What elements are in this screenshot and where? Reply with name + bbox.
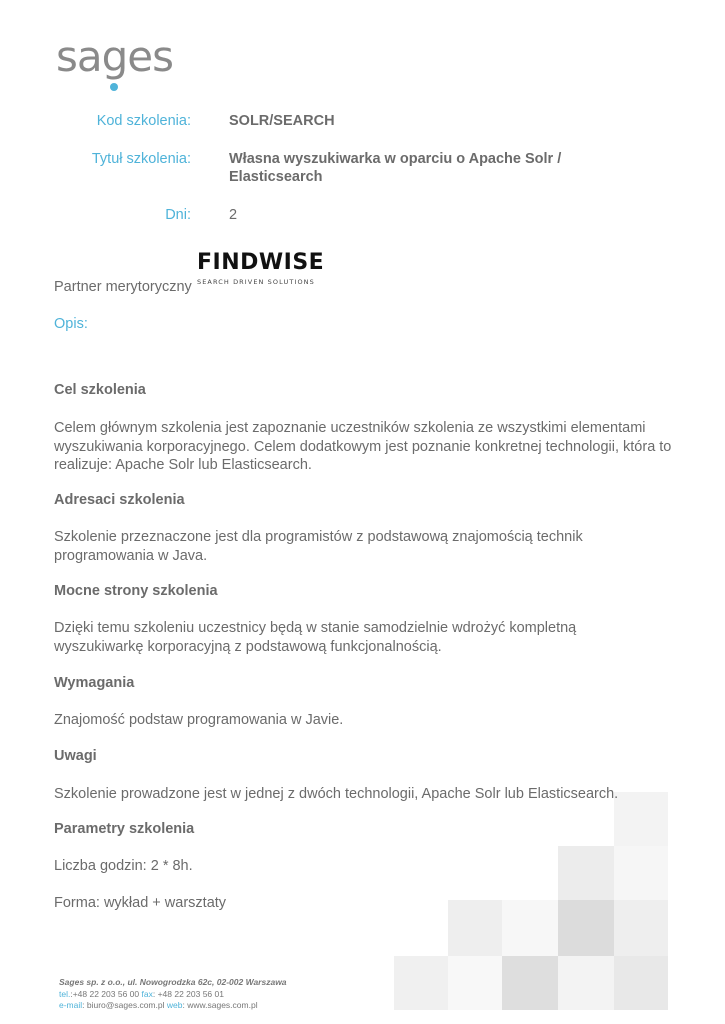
footer-fax-value: : +48 22 203 56 01 [152, 988, 224, 999]
logo-text-b: g [102, 32, 128, 81]
decor-square [558, 956, 614, 1010]
findwise-logo-name: FINDWISE [197, 250, 325, 275]
footer-contact-line [59, 989, 287, 1001]
notes-text: Szkolenie prowadzone jest w jednej z dwóch technologii, Apache Solr lub Elasticsearch. [54, 786, 619, 802]
goal-text: Celem głównym szkolenia jest zapoznanie uczestników szkolenia ze wszystkimi elementami wyszukiwania korporacyjnego. Celem dodatkowym jest poznanie konkretnej technologii, która to realizuje: Apache Solr lub Elasticsearch. [54, 420, 672, 473]
decor-square [394, 956, 448, 1010]
decor-square [448, 956, 502, 1010]
title-value-line1: Własna wyszukiwarka w oparciu o Apache Solr / [229, 151, 562, 167]
params-form: Forma: wykład + warsztaty [54, 895, 227, 911]
days-value: 2 [229, 207, 238, 223]
footer-web-value[interactable]: : www.sages.com.pl [182, 1000, 258, 1010]
params-hours: Liczba godzin: 2 * 8h. [54, 858, 193, 874]
findwise-logo-tagline: SEARCH DRIVEN SOLUTIONS [197, 278, 315, 286]
footer-company: Sages sp. z o.o., ul. Nowogrodzka 62c, 02-002 Warszawa [59, 977, 287, 987]
footer-web-label: web [166, 1000, 183, 1010]
params-heading: Parametry szkolenia [54, 821, 195, 837]
logo-dot-icon [110, 83, 118, 91]
sages-logo [56, 32, 174, 81]
footer-email-label: e-mail [59, 1000, 83, 1010]
requirements-text: Znajomość podstaw programowania w Javie. [54, 712, 344, 728]
decor-square [614, 956, 668, 1010]
code-value: SOLR/SEARCH [229, 113, 335, 129]
opis-label: Opis: [54, 316, 88, 332]
partner-label: Partner merytoryczny [54, 279, 192, 295]
days-label: Dni: [165, 207, 191, 223]
code-label: Kod szkolenia: [96, 113, 191, 129]
logo-text-c: es [127, 32, 174, 81]
decor-square [502, 956, 558, 1010]
title-label: Tytuł szkolenia: [91, 151, 191, 167]
footer-web-line [59, 1000, 287, 1012]
title-value-line2: Elasticsearch [229, 169, 323, 185]
footer-email-value[interactable]: : biuro@sages.com.pl [82, 1000, 165, 1010]
audience-text: Szkolenie przeznaczone jest dla programistów z podstawową znajomością technik programowania w Java. [54, 529, 583, 564]
audience-heading: Adresaci szkolenia [54, 492, 185, 508]
notes-heading: Uwagi [54, 748, 97, 764]
footer-fax-label: fax [141, 988, 153, 999]
findwise-logo [197, 252, 324, 286]
footer-tel-label: tel. [59, 988, 71, 999]
title-value [229, 150, 589, 186]
goal-heading: Cel szkolenia [54, 382, 146, 398]
strengths-text: Dzięki temu szkoleniu uczestnicy będą w stanie samodzielnie wdrożyć kompletną wyszukiwarkę korporacyjną z podstawową funkcjonalnością. [54, 620, 577, 655]
requirements-heading: Wymagania [54, 675, 135, 691]
logo-text-a: sa [56, 32, 102, 81]
footer-tel-value: :+48 22 203 56 00 [70, 988, 140, 999]
footer [59, 977, 287, 1012]
strengths-heading: Mocne strony szkolenia [54, 583, 218, 599]
